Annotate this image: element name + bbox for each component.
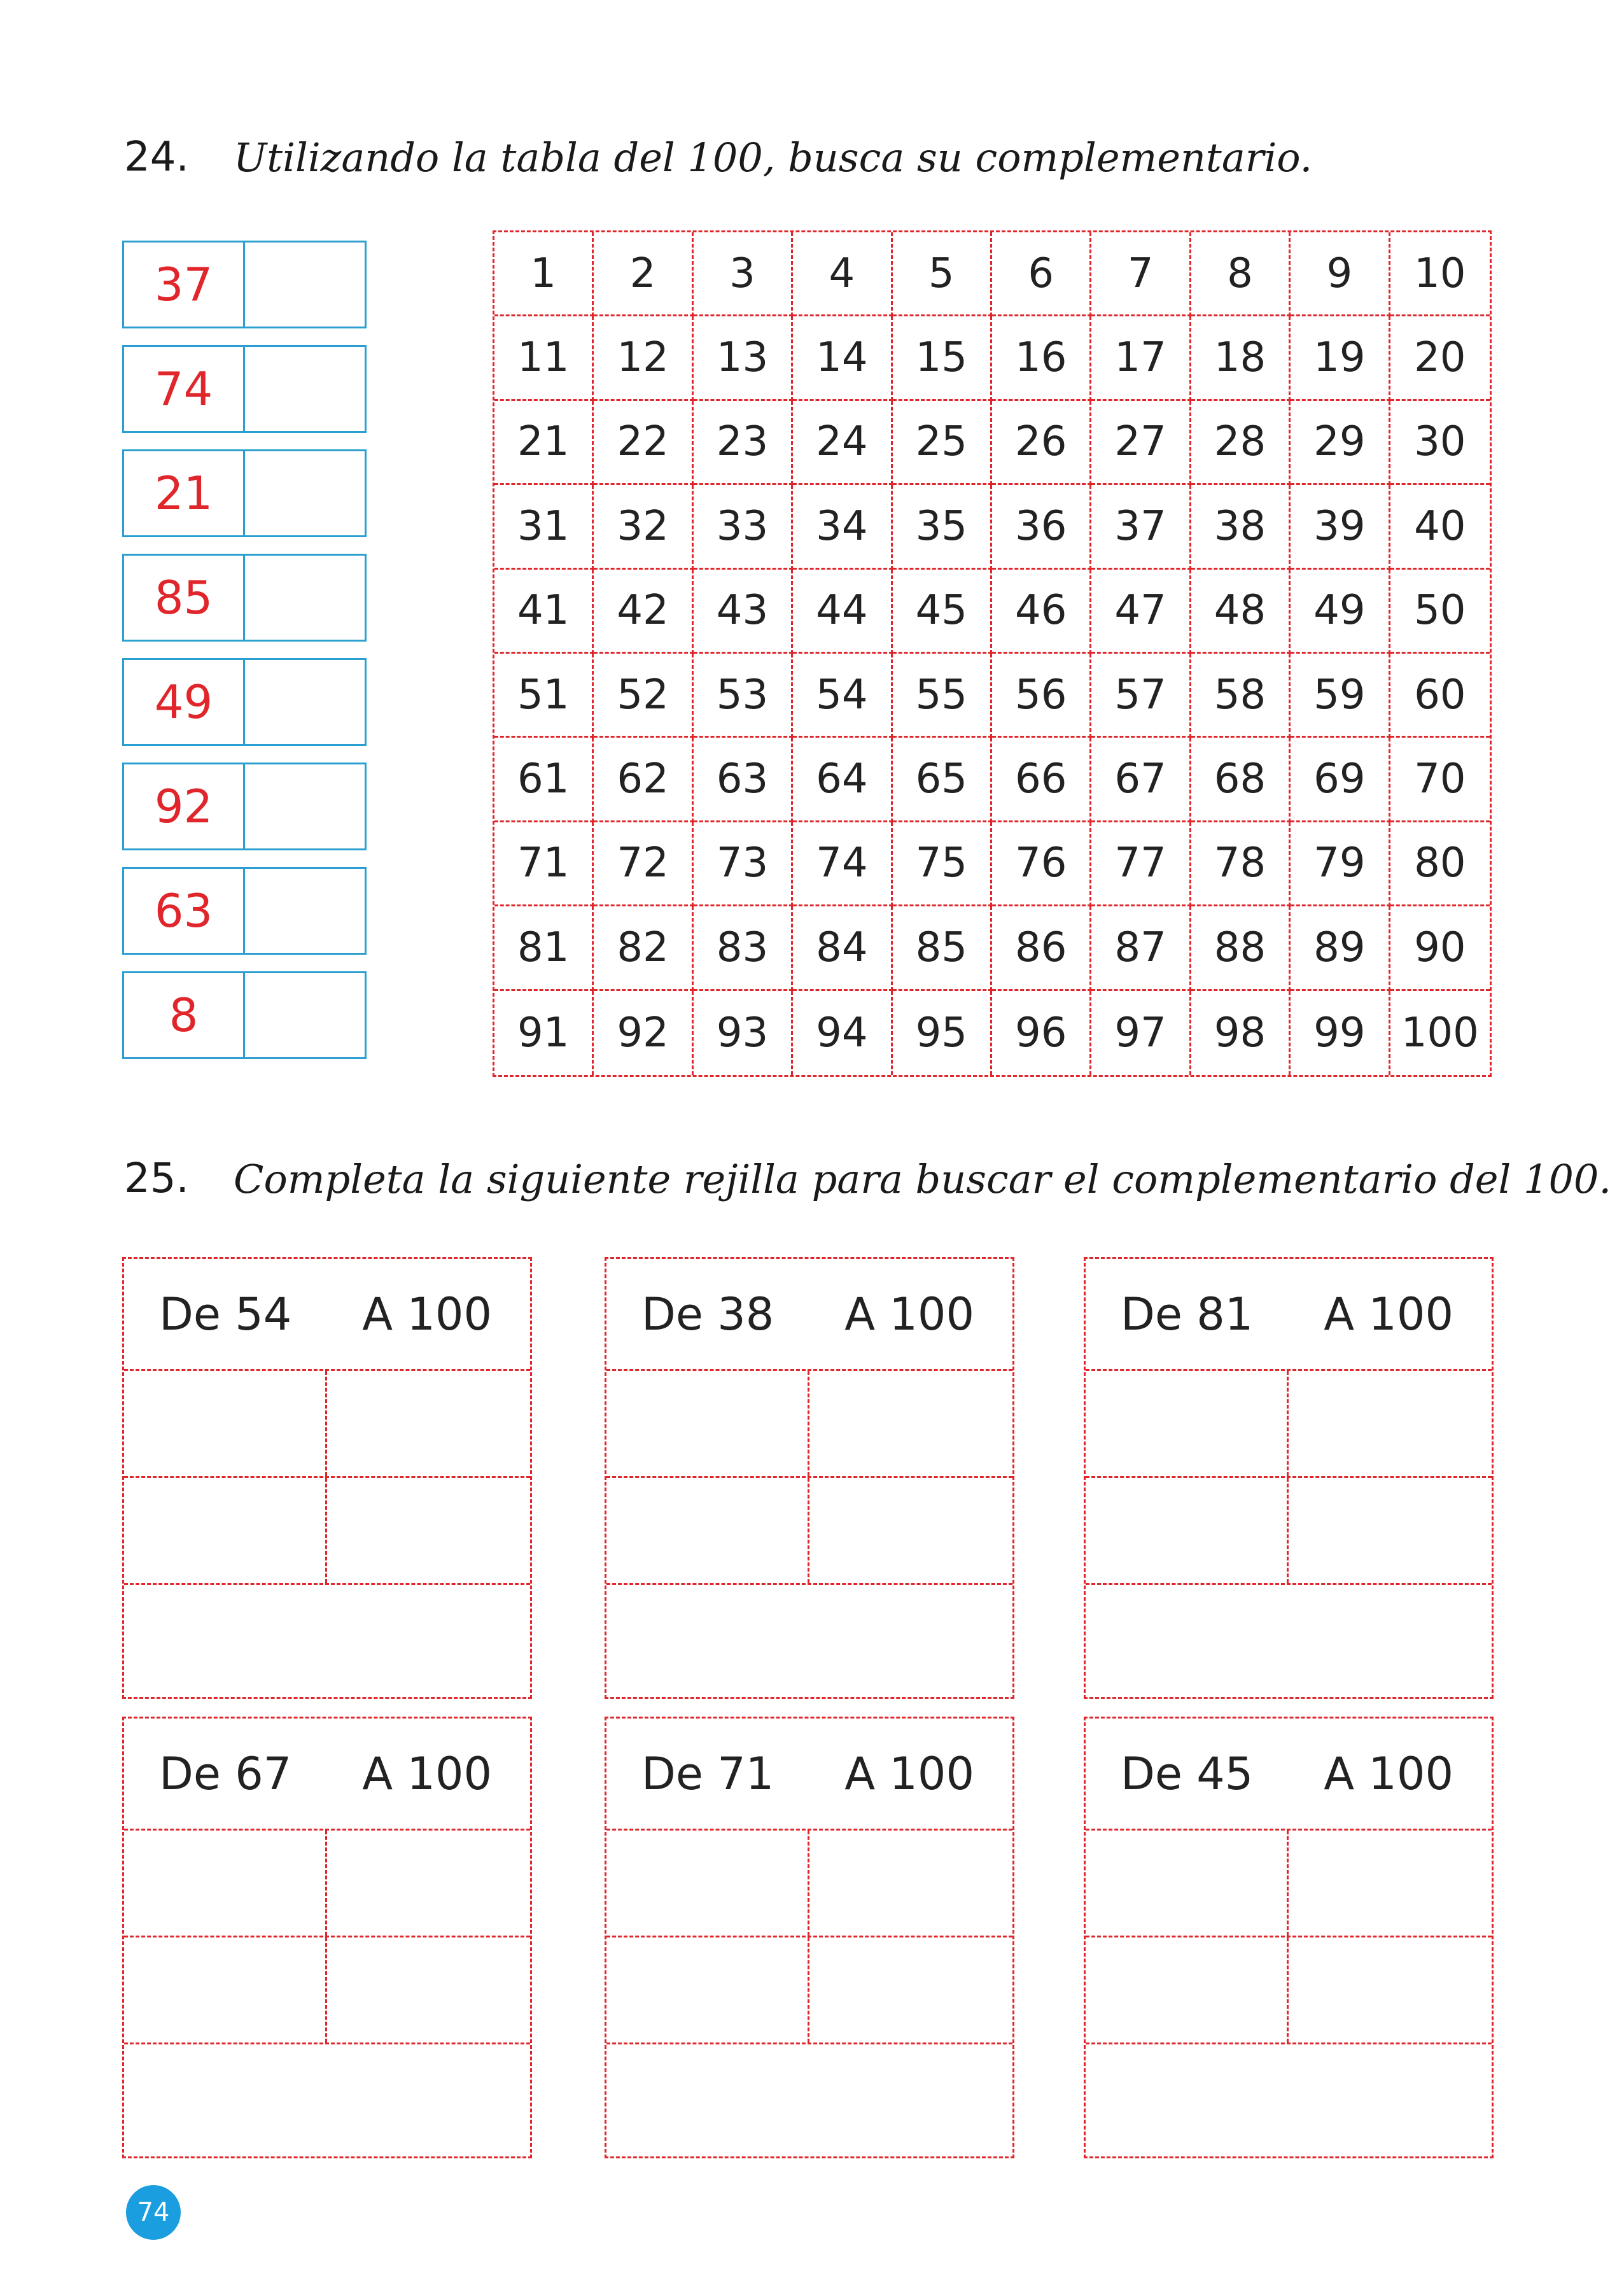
grid-to-label: A 100: [844, 1288, 974, 1340]
hundred-chart-cell: 24: [793, 401, 892, 485]
hundred-chart-cell: 84: [793, 906, 892, 990]
hundred-chart-cell: 30: [1390, 401, 1490, 485]
grid-input-cell[interactable]: [606, 1478, 809, 1583]
hundred-chart-cell: 31: [494, 485, 594, 569]
hundred-chart-cell: 28: [1191, 401, 1291, 485]
answer-box[interactable]: [245, 973, 365, 1057]
grid-header: [606, 1719, 1012, 1831]
hundred-chart-cell: 29: [1291, 401, 1390, 485]
hundred-chart-cell: 91: [494, 991, 594, 1075]
hundred-chart-cell: 86: [992, 906, 1091, 990]
hundred-chart-cell: 35: [893, 485, 992, 569]
grid-input-cell[interactable]: [1086, 1371, 1289, 1476]
hundred-chart-cell: 12: [594, 316, 693, 400]
complement-pair: [122, 971, 367, 1059]
grid-input-cell[interactable]: [327, 1831, 530, 1936]
hundred-chart-cell: 7: [1091, 232, 1191, 316]
grid-input-cell[interactable]: [1086, 1478, 1289, 1583]
hundred-chart-cell: 89: [1291, 906, 1390, 990]
answer-box[interactable]: [245, 764, 365, 848]
hundred-chart-cell: 14: [793, 316, 892, 400]
complement-grid: [1084, 1257, 1494, 1699]
hundred-chart-cell: 16: [992, 316, 1091, 400]
hundred-chart-cell: 27: [1091, 401, 1191, 485]
hundred-chart-cell: 72: [594, 822, 693, 906]
grid-input-cell[interactable]: [1289, 1478, 1492, 1583]
complement-pair: [122, 658, 367, 746]
hundred-chart-cell: 6: [992, 232, 1091, 316]
grid-header: [124, 1259, 530, 1371]
hundred-chart-cell: 58: [1191, 654, 1291, 738]
given-number: 92: [124, 764, 245, 848]
answer-box[interactable]: [245, 243, 365, 327]
hundred-chart-cell: 98: [1191, 991, 1291, 1075]
hundred-chart-cell: 21: [494, 401, 594, 485]
hundred-chart-cell: 96: [992, 991, 1091, 1075]
hundred-chart-cell: 71: [494, 822, 594, 906]
grid-input-cell[interactable]: [809, 1478, 1012, 1583]
hundred-chart-cell: 53: [694, 654, 793, 738]
hundred-chart-cell: 42: [594, 570, 693, 654]
hundred-chart-cell: 60: [1390, 654, 1490, 738]
hundred-chart-cell: 74: [793, 822, 892, 906]
hundred-chart-cell: 41: [494, 570, 594, 654]
hundred-chart-cell: 9: [1291, 232, 1390, 316]
hundred-chart-cell: 66: [992, 738, 1091, 822]
hundred-chart-cell: 62: [594, 738, 693, 822]
grid-to-label: A 100: [1324, 1288, 1453, 1340]
grid-input-cell[interactable]: [327, 1478, 530, 1583]
grid-to-label: A 100: [362, 1747, 492, 1800]
hundred-chart-cell: 49: [1291, 570, 1390, 654]
given-number: 74: [124, 347, 245, 431]
grid-input-cell[interactable]: [606, 1937, 809, 2042]
grid-input-cell[interactable]: [1086, 1937, 1289, 2042]
grid-input-cell[interactable]: [809, 1831, 1012, 1936]
grid-input-cell[interactable]: [124, 1478, 327, 1583]
hundred-chart-cell: 59: [1291, 654, 1390, 738]
hundred-chart-cell: 61: [494, 738, 594, 822]
grid-input-cell[interactable]: [1086, 1831, 1289, 1936]
hundred-chart-cell: 85: [893, 906, 992, 990]
given-number: 85: [124, 556, 245, 640]
complement-pair: [122, 867, 367, 955]
hundred-chart-cell: 100: [1401, 1009, 1479, 1057]
exercise-25-instruction: Completa la siguiente rejilla para buscar el complementario del 100.: [234, 1155, 1612, 1202]
grid-total-cell[interactable]: [1086, 2044, 1492, 2156]
hundred-chart-cell: 2: [594, 232, 693, 316]
hundred-chart-cell: 81: [494, 906, 594, 990]
hundred-chart-cell: 68: [1191, 738, 1291, 822]
grid-header: [1086, 1259, 1492, 1371]
complement-pair: [122, 449, 367, 537]
grid-total-cell[interactable]: [606, 1585, 1012, 1697]
grid-header: [606, 1259, 1012, 1371]
given-number: 37: [124, 243, 245, 327]
grid-from-label: De 54: [159, 1288, 292, 1340]
hundred-chart-cell: 87: [1091, 906, 1191, 990]
grid-total-cell[interactable]: [124, 2044, 530, 2156]
answer-box[interactable]: [245, 660, 365, 744]
grid-input-cell[interactable]: [809, 1937, 1012, 2042]
complement-pair: [122, 763, 367, 850]
grid-from-label: De 67: [159, 1747, 292, 1800]
hundred-chart-cell: 47: [1091, 570, 1191, 654]
hundred-chart-cell: 80: [1390, 822, 1490, 906]
page-number-badge: 74: [126, 2185, 181, 2240]
hundred-chart-cell: 64: [793, 738, 892, 822]
hundred-chart-cell: 8: [1191, 232, 1291, 316]
hundred-chart-cell: 69: [1291, 738, 1390, 822]
grid-to-label: A 100: [844, 1747, 974, 1800]
grid-input-cell[interactable]: [1289, 1831, 1492, 1936]
hundred-chart-cell: 93: [694, 991, 793, 1075]
hundred-chart: [493, 230, 1492, 1077]
hundred-chart-cell: 43: [694, 570, 793, 654]
hundred-chart-cell: 88: [1191, 906, 1291, 990]
hundred-chart-cell: 33: [694, 485, 793, 569]
hundred-chart-cell: 19: [1291, 316, 1390, 400]
hundred-chart-cell: 11: [494, 316, 594, 400]
hundred-chart-cell: 83: [694, 906, 793, 990]
complement-pair: [122, 241, 367, 328]
hundred-chart-cell: 94: [793, 991, 892, 1075]
hundred-chart-cell: 45: [893, 570, 992, 654]
given-number: 21: [124, 451, 245, 535]
hundred-chart-cell: 10: [1390, 232, 1490, 316]
grid-total-cell[interactable]: [606, 2044, 1012, 2156]
hundred-chart-cell: 20: [1390, 316, 1490, 400]
hundred-chart-cell: 36: [992, 485, 1091, 569]
grid-header: [124, 1719, 530, 1831]
hundred-chart-cell: 56: [992, 654, 1091, 738]
hundred-chart-cell: 76: [992, 822, 1091, 906]
answer-box[interactable]: [245, 556, 365, 640]
hundred-chart-cell: 26: [992, 401, 1091, 485]
hundred-chart-cell: 52: [594, 654, 693, 738]
hundred-chart-cell: 67: [1091, 738, 1191, 822]
hundred-chart-cell: 50: [1390, 570, 1490, 654]
complement-grid: [605, 1257, 1014, 1699]
complement-grid: [1084, 1717, 1494, 2158]
hundred-chart-cell: 63: [694, 738, 793, 822]
hundred-chart-cell: 99: [1291, 991, 1390, 1075]
hundred-chart-cell: 39: [1291, 485, 1390, 569]
answer-box[interactable]: [245, 451, 365, 535]
hundred-chart-cell: 55: [893, 654, 992, 738]
hundred-chart-cell: 70: [1390, 738, 1490, 822]
complement-grid: [122, 1257, 532, 1699]
hundred-chart-cell: 40: [1390, 485, 1490, 569]
grid-input-cell[interactable]: [606, 1831, 809, 1936]
hundred-chart-cell: 15: [893, 316, 992, 400]
grid-input-cell[interactable]: [124, 1937, 327, 2042]
exercise-25-number: 25.: [124, 1155, 189, 1202]
hundred-chart-cell: 97: [1091, 991, 1191, 1075]
hundred-chart-cell: 18: [1191, 316, 1291, 400]
hundred-chart-cell: 5: [893, 232, 992, 316]
given-number: 8: [124, 973, 245, 1057]
grid-input-cell[interactable]: [124, 1371, 327, 1476]
hundred-chart-cell: 13: [694, 316, 793, 400]
grid-input-cell[interactable]: [1289, 1937, 1492, 2042]
hundred-chart-cell: 1: [494, 232, 594, 316]
exercise-24-instruction: Utilizando la tabla del 100, busca su complementario.: [234, 134, 1313, 181]
complement-pair: [122, 345, 367, 433]
grid-input-cell[interactable]: [1289, 1371, 1492, 1476]
hundred-chart-cell: 73: [694, 822, 793, 906]
grid-input-cell[interactable]: [809, 1371, 1012, 1476]
given-number: 49: [124, 660, 245, 744]
hundred-chart-cell: 65: [893, 738, 992, 822]
exercise-25-title: [124, 1155, 1611, 1202]
hundred-chart-cell: 51: [494, 654, 594, 738]
answer-box[interactable]: [245, 869, 365, 953]
hundred-chart-cell: 82: [594, 906, 693, 990]
grid-from-label: De 45: [1121, 1747, 1254, 1800]
hundred-chart-cell: 23: [694, 401, 793, 485]
hundred-chart-cell: 79: [1291, 822, 1390, 906]
grid-total-cell[interactable]: [1086, 1585, 1492, 1697]
hundred-chart-cell: 38: [1191, 485, 1291, 569]
hundred-chart-cell: 77: [1091, 822, 1191, 906]
exercise-24-number: 24.: [124, 134, 189, 181]
grid-input-cell[interactable]: [606, 1371, 809, 1476]
hundred-chart-cell: 34: [793, 485, 892, 569]
grid-from-label: De 81: [1121, 1288, 1254, 1340]
hundred-chart-cell: 92: [594, 991, 693, 1075]
hundred-chart-cell: 48: [1191, 570, 1291, 654]
hundred-chart-cell: 22: [594, 401, 693, 485]
hundred-chart-cell: 54: [793, 654, 892, 738]
grid-total-cell[interactable]: [124, 1585, 530, 1697]
grid-to-label: A 100: [1324, 1747, 1453, 1800]
hundred-chart-cell: 78: [1191, 822, 1291, 906]
grid-input-cell[interactable]: [327, 1937, 530, 2042]
answer-box[interactable]: [245, 347, 365, 431]
hundred-chart-cell: 44: [793, 570, 892, 654]
hundred-chart-cell: 32: [594, 485, 693, 569]
hundred-chart-cell: 95: [893, 991, 992, 1075]
complement-grid: [122, 1717, 532, 2158]
hundred-chart-cell: 90: [1390, 906, 1490, 990]
grid-to-label: A 100: [362, 1288, 492, 1340]
hundred-chart-cell: 75: [893, 822, 992, 906]
hundred-chart-cell: 25: [893, 401, 992, 485]
hundred-chart-cell: 4: [793, 232, 892, 316]
complement-grid: [605, 1717, 1014, 2158]
grid-input-cell[interactable]: [124, 1831, 327, 1936]
grid-from-label: De 38: [641, 1288, 774, 1340]
grid-header: [1086, 1719, 1492, 1831]
grid-from-label: De 71: [641, 1747, 774, 1800]
complement-pair: [122, 554, 367, 642]
hundred-chart-cell: 57: [1091, 654, 1191, 738]
hundred-chart-cell: 3: [694, 232, 793, 316]
grid-input-cell[interactable]: [327, 1371, 530, 1476]
hundred-chart-cell: 17: [1091, 316, 1191, 400]
given-number: 63: [124, 869, 245, 953]
hundred-chart-cell: 46: [992, 570, 1091, 654]
hundred-chart-cell: 37: [1091, 485, 1191, 569]
exercise-24-title: [124, 134, 1312, 181]
